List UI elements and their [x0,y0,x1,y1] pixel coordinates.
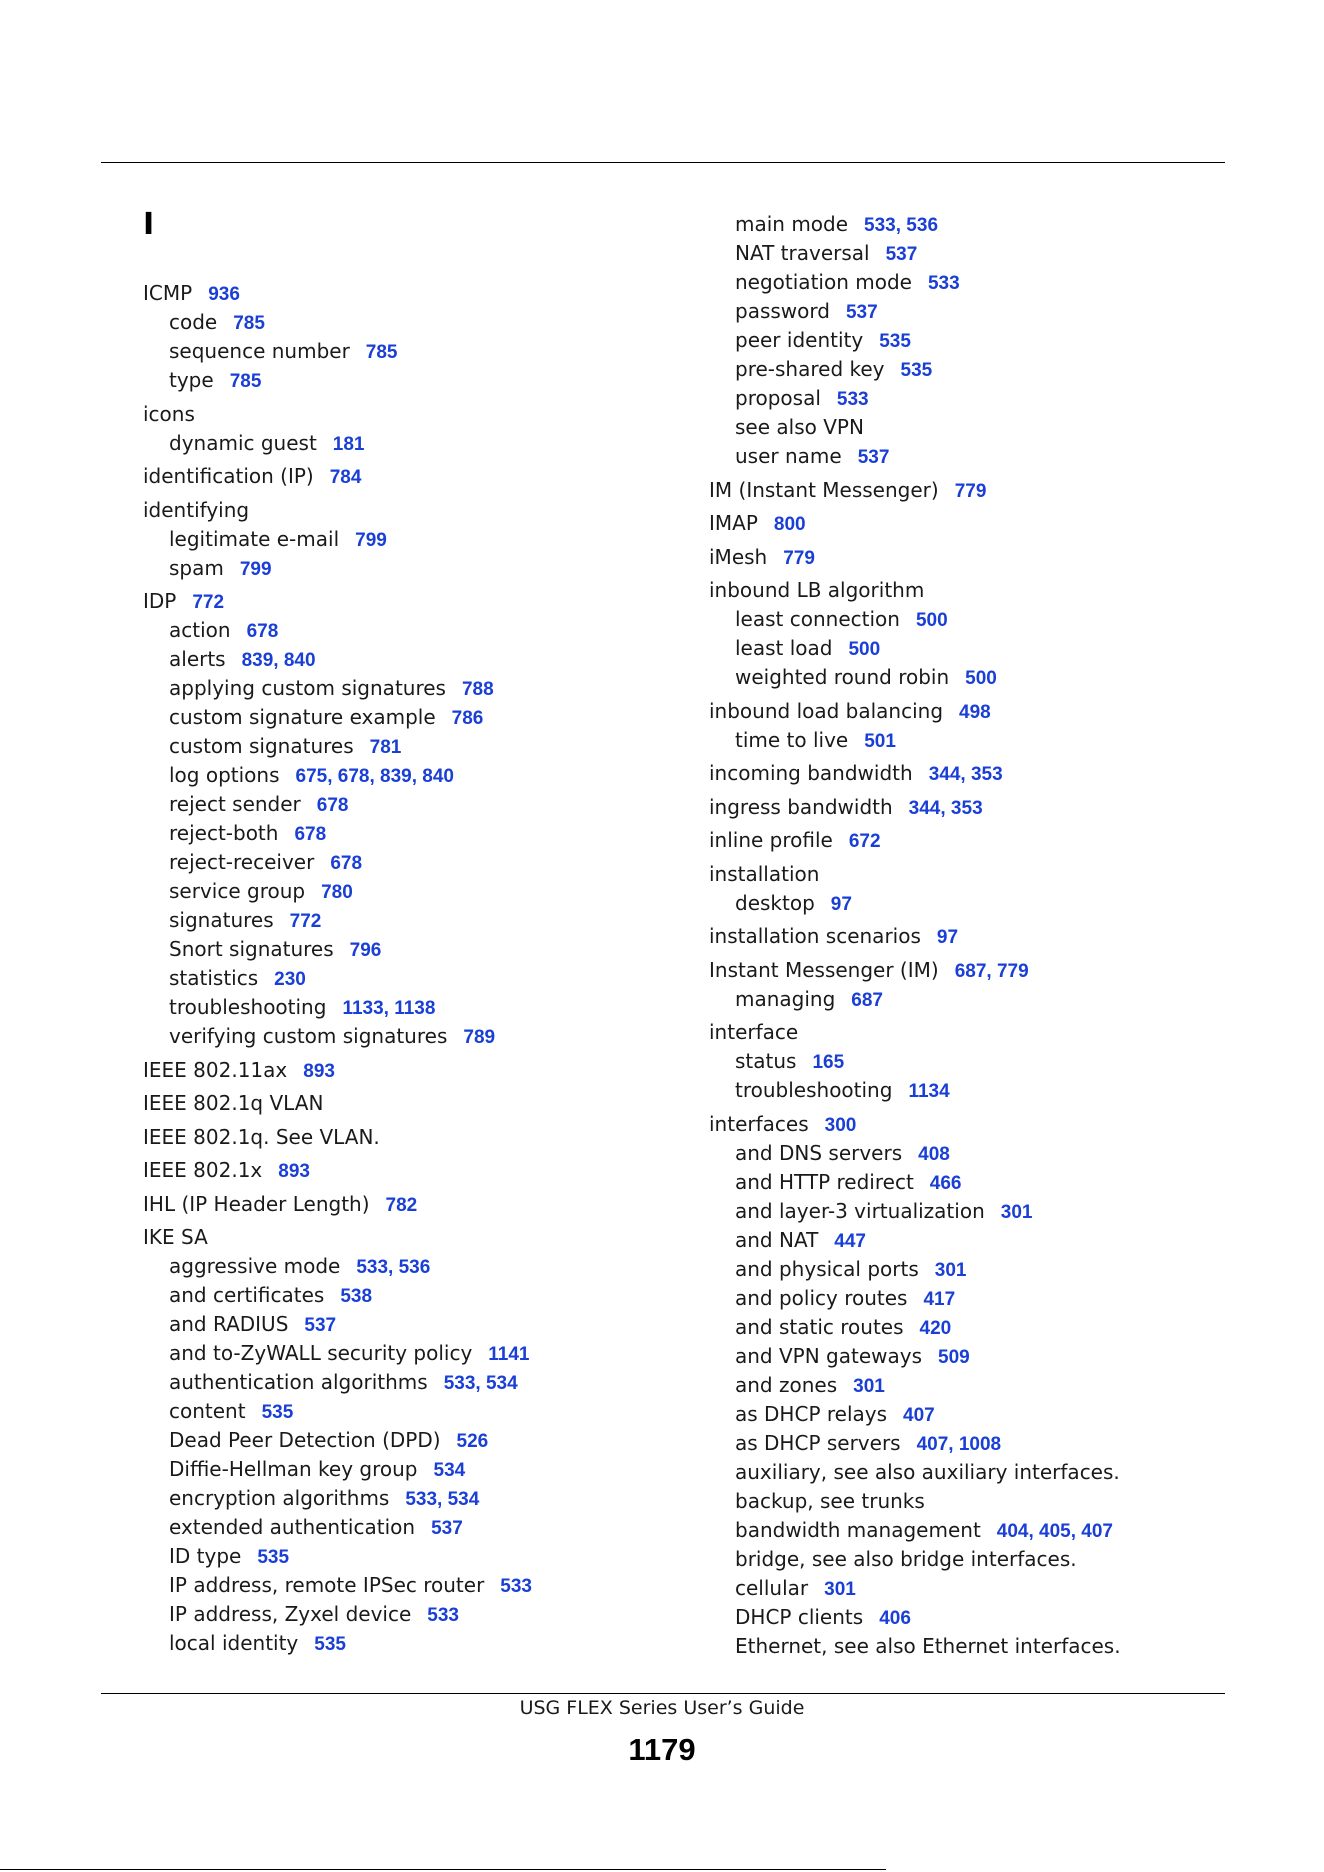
index-term: content [169,1399,246,1423]
index-entry [709,476,1309,505]
index-term: bandwidth management [735,1517,981,1542]
index-subentry [709,1342,1309,1371]
index-entry [143,1089,703,1118]
index-subentry [709,634,1309,663]
index-term: legitimate e-mail [169,526,340,551]
index-subentry [709,1487,1309,1516]
index-subentry [143,429,703,458]
page-reference-link[interactable]: 1141 [488,1344,530,1365]
page-reference-link[interactable]: 535 [900,360,933,381]
index-term: and DNS servers [735,1140,903,1165]
index-term: installation scenarios [709,924,921,948]
index-subentry [709,355,1309,384]
index-subentry [709,268,1309,297]
index-subentry [143,819,703,848]
page-reference-link[interactable]: 407 [903,1404,935,1426]
index-subentry [709,210,1309,239]
guide-title: USG FLEX Series User’s Guide [519,1697,805,1719]
index-subentry [143,964,703,993]
page-reference-link[interactable]: 301 [1000,1201,1033,1223]
index-term: main mode [735,212,849,236]
index-term: IM (Instant Messenger) [709,477,939,502]
index-term: backup, see trunks [735,1488,925,1513]
index-term: ingress bandwidth [709,794,893,819]
index-entry [143,1056,703,1085]
index-term: least load [735,636,833,660]
index-subentry [709,1255,1309,1284]
index-term: and RADIUS [169,1312,289,1336]
index-term: local identity [169,1631,299,1655]
index-entry [143,1223,703,1252]
page-reference-link[interactable]: 537 [885,244,918,265]
page-reference-link[interactable]: 538 [340,1286,373,1307]
index-subentry [709,1139,1309,1168]
page-reference-link[interactable]: 533 [836,389,869,410]
page-reference-link[interactable]: 678 [294,824,327,845]
index-term: reject-both [169,821,279,845]
index-entry [143,400,703,429]
index-term: pre-shared key [735,357,885,381]
header-rule [101,162,1225,163]
index-term: DHCP clients [735,1604,864,1629]
index-entry [709,793,1309,822]
page-reference-link[interactable]: 780 [321,882,353,903]
page-reference-link[interactable]: 181 [332,433,365,455]
page-reference-link[interactable]: 784 [329,467,362,488]
index-entry [709,956,1309,985]
index-entry [709,1018,1309,1047]
index-term: IKE SA [143,1225,208,1249]
index-entry [709,509,1309,538]
page-reference-link[interactable]: 839, 840 [241,650,316,671]
index-entry [143,587,703,616]
index-term: and NAT [735,1227,819,1252]
index-subentry [143,790,703,819]
page-reference-link[interactable]: 800 [773,514,806,535]
page-reference-link[interactable]: 417 [923,1288,956,1310]
page-reference-link[interactable]: 533 [500,1576,532,1597]
index-term: sequence number [169,339,350,363]
index-subentry [709,326,1309,355]
page-reference-link[interactable]: 165 [812,1052,845,1073]
page-reference-link[interactable]: 500 [965,668,997,689]
index-term: IEEE 802.1x [143,1158,263,1182]
index-subentry [709,1516,1309,1545]
index-subentry [709,889,1309,918]
index-subentry [143,1252,703,1281]
page-reference-link[interactable]: 301 [853,1375,885,1397]
index-subentry [143,554,703,583]
page-reference-link[interactable]: 772 [192,592,225,613]
page-reference-link[interactable]: 501 [864,730,896,752]
index-term: reject-receiver [169,850,315,874]
index-term: as DHCP relays [735,1401,888,1426]
index-subentry [143,1629,703,1658]
index-subentry [709,1226,1309,1255]
index-subentry [143,1426,703,1455]
page-reference-link[interactable]: 97 [830,893,852,915]
index-term: statistics [169,966,259,990]
index-term: inbound load balancing [709,698,944,723]
index-subentry [709,1371,1309,1400]
index-subentry [709,1168,1309,1197]
index-term: icons [143,401,195,426]
page-edge-line [0,1869,886,1870]
index-term: Diffie-Hellman key group [169,1457,418,1481]
index-term: IEEE 802.1q. See VLAN. [143,1124,380,1149]
index-term: auxiliary, see also auxiliary interfaces. [735,1459,1120,1484]
index-term: encryption algorithms [169,1486,390,1510]
index-term: and zones [735,1372,838,1397]
index-term: identifying [143,497,250,522]
index-entry [709,543,1309,572]
index-entry [143,1123,703,1152]
index-subentry [143,993,703,1022]
page-reference-link[interactable]: 782 [385,1194,418,1216]
index-subentry [709,1574,1309,1603]
page-reference-link[interactable]: 466 [929,1172,962,1194]
index-term: type [169,368,214,392]
index-term: dynamic guest [169,430,317,455]
index-term: and layer-3 virtualization [735,1198,985,1223]
index-subentry [709,297,1309,326]
page-reference-link[interactable]: 799 [239,558,272,580]
index-subentry [143,848,703,877]
index-term: inbound LB algorithm [709,578,925,602]
index-term: weighted round robin [735,665,950,689]
index-entry [709,826,1309,855]
page-reference-link[interactable]: 785 [233,313,265,334]
index-subentry [143,1339,703,1368]
page-reference-link[interactable]: 404, 405, 407 [996,1520,1113,1542]
index-term: status [735,1049,797,1073]
index-subentry [709,1284,1309,1313]
index-subentry [709,1632,1309,1661]
index-term: and certificates [169,1283,325,1307]
index-subentry [709,1197,1309,1226]
index-subentry [143,337,703,366]
index-term: interfaces [709,1111,809,1136]
page-reference-link[interactable]: 533 [927,273,960,294]
index-entry [709,576,1309,605]
index-term: IHL (IP Header Length) [143,1191,370,1216]
page-reference-link[interactable]: 796 [349,940,382,961]
page-reference-link[interactable]: 788 [461,679,494,700]
page-reference-link[interactable]: 420 [919,1317,952,1339]
index-subentry [709,605,1309,634]
index-subentry [143,525,703,554]
index-entry [143,1156,703,1185]
page-reference-link[interactable]: 799 [355,529,387,551]
index-term: and VPN gateways [735,1343,923,1368]
index-term: IEEE 802.11ax [143,1057,288,1082]
index-subentry [143,1455,703,1484]
index-subentry [709,1429,1309,1458]
index-term: incoming bandwidth [709,761,913,785]
index-term: Ethernet, see also Ethernet interfaces. [735,1633,1121,1658]
index-term: log options [169,763,280,787]
page-reference-link[interactable]: 678 [330,853,363,874]
index-entry [143,279,703,308]
index-subentry [143,1513,703,1542]
index-term: negotiation mode [735,270,912,294]
page-reference-link[interactable]: 1134 [908,1081,950,1102]
index-term: Instant Messenger (IM) [709,957,939,982]
page-reference-link[interactable]: 936 [208,284,240,305]
index-term: bridge, see also bridge interfaces. [735,1546,1077,1571]
index-entry [709,697,1309,726]
page-reference-link[interactable]: 533, 534 [405,1489,480,1510]
index-subentry [143,308,703,337]
index-term: peer identity [735,328,864,352]
index-term: IDP [143,589,177,613]
page-reference-link[interactable]: 344, 353 [908,797,983,819]
index-subentry [143,703,703,732]
page-reference-link[interactable]: 407, 1008 [916,1433,1002,1455]
index-term: extended authentication [169,1515,416,1539]
index-subentry [143,732,703,761]
index-term: troubleshooting [169,995,327,1019]
index-subentry [143,645,703,674]
page-reference-link[interactable]: 678 [246,621,279,642]
index-term: proposal [735,386,821,410]
page-reference-link[interactable]: 535 [314,1634,346,1655]
page-reference-link[interactable]: 779 [783,547,815,569]
page-reference-link[interactable]: 893 [278,1161,310,1182]
page-reference-link[interactable]: 785 [229,371,262,392]
index-term: and physical ports [735,1256,919,1281]
index-term: as DHCP servers [735,1430,901,1455]
page-reference-link[interactable]: 230 [274,969,306,990]
index-term: IP address, remote IPSec router [169,1573,485,1597]
index-term: password [735,299,830,323]
index-subentry [143,877,703,906]
page-reference-link[interactable]: 537 [304,1315,337,1336]
index-subentry [143,1484,703,1513]
page-reference-link[interactable]: 535 [257,1547,290,1568]
index-term: desktop [735,890,815,915]
index-term: custom signatures [169,734,354,758]
index-entry [709,759,1309,788]
index-subentry [709,442,1309,471]
page-reference-link[interactable]: 687 [851,989,883,1011]
index-entry [709,922,1309,951]
index-entry [143,496,703,525]
index-subentry [143,616,703,645]
index-subentry [709,1313,1309,1342]
index-subentry [709,413,1309,442]
page-reference-link[interactable]: 786 [451,708,484,729]
index-subentry [709,384,1309,413]
page-reference-link[interactable]: 678 [316,795,349,816]
index-subentry [143,1600,703,1629]
index-term: aggressive mode [169,1254,341,1278]
index-subentry [143,906,703,935]
index-term: Dead Peer Detection (DPD) [169,1428,441,1452]
index-term: managing [735,986,836,1011]
index-term: see also VPN [735,415,864,439]
index-term: applying custom signatures [169,676,446,700]
page-reference-link[interactable]: 344, 353 [928,764,1003,785]
page-reference-link[interactable]: 1133, 1138 [342,998,436,1019]
section-letter: I [143,207,155,242]
index-subentry [709,1545,1309,1574]
index-term: and HTTP redirect [735,1169,914,1194]
index-term: and policy routes [735,1285,908,1310]
index-subentry [143,674,703,703]
page-reference-link[interactable]: 97 [936,927,959,948]
index-term: Snort signatures [169,937,334,961]
page-reference-link[interactable]: 300 [824,1114,857,1136]
page-reference-link[interactable]: 675, 678, 839, 840 [295,766,454,787]
index-term: identification (IP) [143,464,314,488]
index-term: spam [169,555,224,580]
page-reference-link[interactable]: 301 [824,1578,856,1600]
page-reference-link[interactable]: 301 [934,1259,967,1281]
index-term: authentication algorithms [169,1370,428,1394]
index-subentry [709,663,1309,692]
index-subentry [143,761,703,790]
index-subentry [709,985,1309,1014]
index-subentry [143,366,703,395]
index-subentry [709,1603,1309,1632]
page-reference-link[interactable]: 537 [845,302,878,323]
page-number: 1179 [628,1732,696,1767]
index-subentry [143,1571,703,1600]
page-reference-link[interactable]: 509 [938,1346,970,1368]
page-reference-link[interactable]: 500 [848,639,881,660]
index-term: service group [169,879,306,903]
page-reference-link[interactable]: 533, 536 [356,1257,431,1278]
page-reference-link[interactable]: 500 [915,610,948,631]
index-subentry [143,1368,703,1397]
index-term: custom signature example [169,705,436,729]
index-term: code [169,310,218,334]
index-subentry [143,935,703,964]
page-reference-link[interactable]: 779 [954,480,987,502]
index-term: NAT traversal [735,241,870,265]
index-term: troubleshooting [735,1078,893,1102]
index-subentry [709,1047,1309,1076]
index-entry [709,860,1309,889]
index-term: action [169,618,231,642]
page-reference-link[interactable]: 533, 534 [443,1373,518,1394]
index-subentry [709,239,1309,268]
index-subentry [709,1400,1309,1429]
page-reference-link[interactable]: 535 [261,1402,294,1423]
page-reference-link[interactable]: 406 [879,1607,911,1629]
page-reference-link[interactable]: 526 [456,1431,489,1452]
index-entry [709,1110,1309,1139]
index-column-right [709,210,1309,1661]
page-reference-link[interactable]: 687, 779 [954,960,1029,982]
page-reference-link[interactable]: 893 [303,1060,335,1082]
index-term: IEEE 802.1q VLAN [143,1091,324,1115]
index-entry [143,1190,703,1219]
index-term: interface [709,1020,799,1044]
page-reference-link[interactable]: 537 [857,447,890,468]
page-reference-link[interactable]: 447 [834,1230,866,1252]
page-reference-link[interactable]: 498 [959,701,991,723]
page-reference-link[interactable]: 672 [848,831,881,852]
index-subentry [709,1076,1309,1105]
index-term: signatures [169,908,274,932]
index-subentry [143,1022,703,1051]
page-reference-link[interactable]: 772 [289,911,322,932]
index-term: IMAP [709,511,758,535]
index-term: alerts [169,647,226,671]
page-reference-link[interactable]: 533, 536 [864,215,939,236]
index-term: and to-ZyWALL security policy [169,1341,473,1365]
index-term: verifying custom signatures [169,1024,448,1048]
page-reference-link[interactable]: 781 [369,737,402,758]
index-subentry [143,1542,703,1571]
index-term: user name [735,444,842,468]
index-subentry [143,1281,703,1310]
index-term: IP address, Zyxel device [169,1602,412,1626]
index-term: and static routes [735,1314,904,1339]
index-subentry [709,1458,1309,1487]
page-reference-link[interactable]: 789 [463,1027,496,1048]
index-subentry [143,1310,703,1339]
page-reference-link[interactable]: 534 [433,1460,466,1481]
index-term: least connection [735,607,900,631]
page-reference-link[interactable]: 535 [879,331,911,352]
index-term: ID type [169,1544,242,1568]
index-term: installation [709,861,820,886]
index-column-left [143,279,703,1658]
index-term: inline profile [709,828,833,852]
index-entry [143,462,703,491]
page-reference-link[interactable]: 785 [365,342,398,363]
index-term: ICMP [143,281,193,305]
page-reference-link[interactable]: 533 [427,1605,459,1626]
page-reference-link[interactable]: 408 [918,1143,950,1165]
index-term: cellular [735,1575,809,1600]
index-term: iMesh [709,544,768,569]
index-subentry [143,1397,703,1426]
index-term: reject sender [169,792,301,816]
index-subentry [709,726,1309,755]
index-term: time to live [735,727,849,752]
page-reference-link[interactable]: 537 [431,1518,463,1539]
